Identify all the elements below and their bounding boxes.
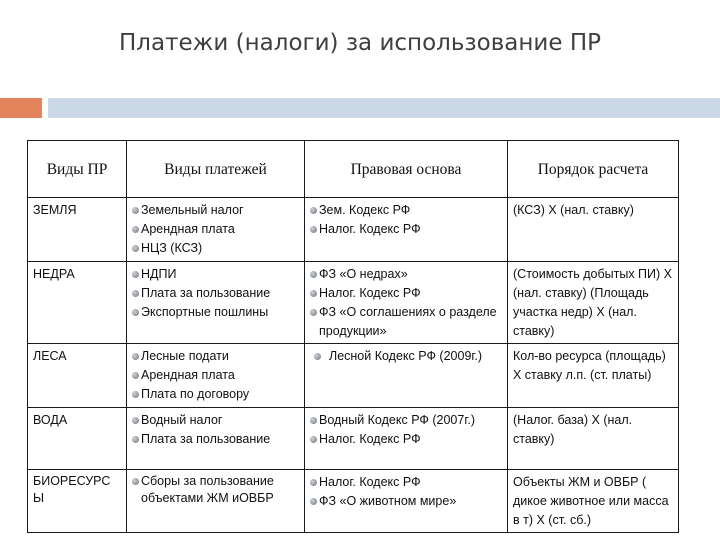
bullet-icon [132,309,139,316]
cell-payments [127,262,305,344]
list-item: Лесной Кодекс РФ (2009г.) [310,347,502,366]
list-item: Арендная плата [132,366,299,385]
bullet-icon [310,207,317,214]
cell-payments [127,408,305,470]
cell-payments [127,198,305,262]
bullet-icon [132,353,139,360]
bullet-icon [310,290,317,297]
cell-resource: ЗЕМЛЯ [28,198,127,262]
list-item: Налог. Кодекс РФ [310,473,502,492]
cell-calculation: Кол-во ресурса (площадь) Х ставку л.п. (ст. платы) [508,344,679,408]
table-row [28,262,679,344]
bullet-icon [310,309,317,316]
table-row [28,470,679,533]
cell-payments [127,470,305,533]
cell-calculation: (Налог. база) Х (нал. ставку) [508,408,679,470]
header-resource-type: Виды ПР [28,141,127,198]
list-item: ФЗ «О недрах» [310,265,502,284]
bullet-icon [132,391,139,398]
list-item: Налог. Кодекс РФ [310,220,502,239]
header-legal-basis: Правовая основа [305,141,508,198]
bullet-icon [132,245,139,252]
bullet-icon [132,207,139,214]
table-row [28,408,679,470]
cell-payments [127,344,305,408]
bullet-icon [132,436,139,443]
table-header-row [28,141,679,198]
bullet-icon [132,417,139,424]
slide-title: Платежи (налоги) за использование ПР [119,30,601,56]
list-item: НЦЗ (КСЗ) [132,239,299,258]
cell-legal [305,344,508,408]
bullet-icon [310,498,317,505]
list-item: Арендная плата [132,220,299,239]
cell-legal [305,408,508,470]
list-item: Земельный налог [132,201,299,220]
list-item: ФЗ «О животном мире» [310,492,502,511]
accent-bar-blue [48,98,720,118]
cell-calculation: (Стоимость добытых ПИ) Х (нал. ставку) (Площадь участка недр) Х (нал. ставку) [508,262,679,344]
payments-table [27,140,679,533]
bullet-icon [310,417,317,424]
bullet-icon [314,353,321,360]
bullet-icon [132,478,139,485]
bullet-icon [310,271,317,278]
list-item: Водный налог [132,411,299,430]
header-calculation: Порядок расчета [508,141,679,198]
bullet-icon [310,226,317,233]
list-item: Экспортные пошлины [132,303,299,322]
list-item: ФЗ «О соглашениях о разделе продукции» [310,303,502,341]
cell-legal [305,470,508,533]
list-item: НДПИ [132,265,299,284]
cell-legal [305,198,508,262]
cell-calculation: Объекты ЖМ и ОВБР ( дикое животное или масса в т) Х (ст. сб.) [508,470,679,533]
list-item: Лесные подати [132,347,299,366]
list-item: Плата по договору [132,385,299,404]
list-item: Плата за пользование [132,430,299,449]
bullet-icon [132,372,139,379]
list-item: Налог. Кодекс РФ [310,284,502,303]
cell-calculation: (КСЗ) Х (нал. ставку) [508,198,679,262]
cell-resource: ВОДА [28,408,127,470]
cell-resource: БИОРЕСУРСЫ [28,470,127,533]
list-item: Водный Кодекс РФ (2007г.) [310,411,502,430]
cell-resource: НЕДРА [28,262,127,344]
bullet-icon [132,290,139,297]
accent-bar-orange [0,98,42,118]
header-payment-types: Виды платежей [127,141,305,198]
table-row [28,198,679,262]
list-item: Налог. Кодекс РФ [310,430,502,449]
list-item: Сборы за пользование объектами ЖМ иОВБР [132,473,299,507]
bullet-icon [132,271,139,278]
list-item: Зем. Кодекс РФ [310,201,502,220]
list-item: Плата за пользование [132,284,299,303]
bullet-icon [310,436,317,443]
cell-resource: ЛЕСА [28,344,127,408]
cell-legal [305,262,508,344]
bullet-icon [132,226,139,233]
bullet-icon [310,479,317,486]
table-row [28,344,679,408]
